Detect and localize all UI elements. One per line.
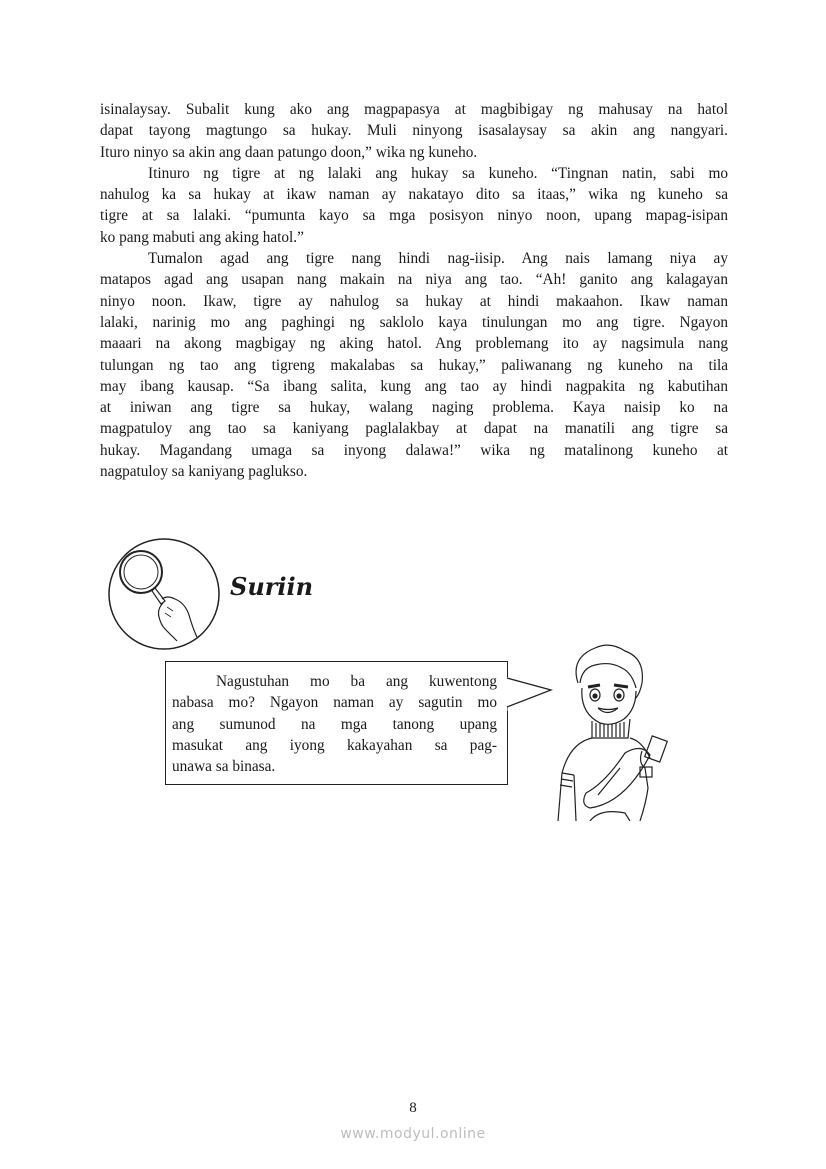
text-line: maaari na akong magbigay ng aking hatol. Ang problemang ito ay nagsimula nang [100, 335, 728, 353]
paragraph-1 [100, 99, 728, 163]
text-line: lalaki, narinig mo ang paghingi ng saklolo kaya tinulungan mo ang tigre. Ngayon [100, 313, 728, 331]
text-line: nagpatuloy sa kaniyang paglukso. [100, 463, 308, 481]
text-line: tigre at sa lalaki. “pumunta kayo sa mga posisyon ninyo noon, upang mapag-isipan [100, 207, 728, 225]
text-line: Itinuro ng tigre at ng lalaki ang hukay sa kuneho. “Tingnan natin, sabi mo [148, 164, 728, 182]
speech-bubble-pointer [505, 675, 555, 715]
text-line: nahulog ka sa hukay at ikaw naman ay nakatayo dito sa itaas,” wika ng kuneho sa [100, 186, 728, 204]
story-text [100, 99, 728, 482]
text-line: may ibang kausap. “Sa ibang salita, kung ang tao ay hindi nagpakita ng kabutihan [100, 377, 728, 395]
page-number: 8 [409, 1100, 417, 1116]
magnifying-glass-icon [107, 537, 221, 651]
text-line: masukat ang iyong kakayahan sa pag- [172, 736, 497, 754]
text-line: dapat tayong magtungo sa hukay. Muli ninyong isasalaysay sa akin ang nangyari. [100, 122, 728, 140]
paragraph-2 [100, 163, 728, 248]
text-line: tulungan ng tao ang tigreng makalabas sa hukay,” paliwanang ng kuneho na tila [100, 356, 728, 374]
text-line: unawa sa binasa. [172, 758, 276, 776]
paragraph-3 [100, 248, 728, 482]
section-title: Suriin [230, 572, 314, 601]
speech-bubble-text [172, 671, 497, 777]
text-line: Nagustuhan mo ba ang kuwentong [216, 673, 497, 690]
text-line: isinalaysay. Subalit kung ako ang magpapasya at magbibigay ng mahusay na hatol [100, 101, 728, 118]
student-character-illustration [550, 643, 675, 821]
text-line: at iniwan ang tigre sa hukay, walang naging problema. Kaya naisip ko na [100, 399, 728, 417]
watermark: www.modyul.online [340, 1126, 486, 1142]
text-line: ko pang mabuti ang aking hatol.” [100, 228, 304, 246]
text-line: magpatuloy ang tao sa kaniyang paglalakbay at dapat na manatili ang tigre sa [100, 420, 728, 438]
text-line: Ituro ninyo sa akin ang daan patungo doon,” wika ng kuneho. [100, 143, 478, 161]
text-line: ang sumunod na mga tanong upang [172, 715, 497, 733]
text-line: nabasa mo? Ngayon naman ay sagutin mo [172, 694, 497, 712]
text-line: hukay. Magandang umaga sa inyong dalawa!” wika ng matalinong kuneho at [100, 441, 728, 459]
text-line: Tumalon agad ang tigre nang hindi nag-iisip. Ang nais lamang niya ay [148, 250, 728, 268]
text-line: ninyo noon. Ikaw, tigre ay nahulog sa hukay at hindi makaahon. Ikaw naman [100, 292, 728, 310]
text-line: matapos agad ang usapan nang makain na niya ang tao. “Ah! ganito ang kalagayan [100, 271, 728, 289]
